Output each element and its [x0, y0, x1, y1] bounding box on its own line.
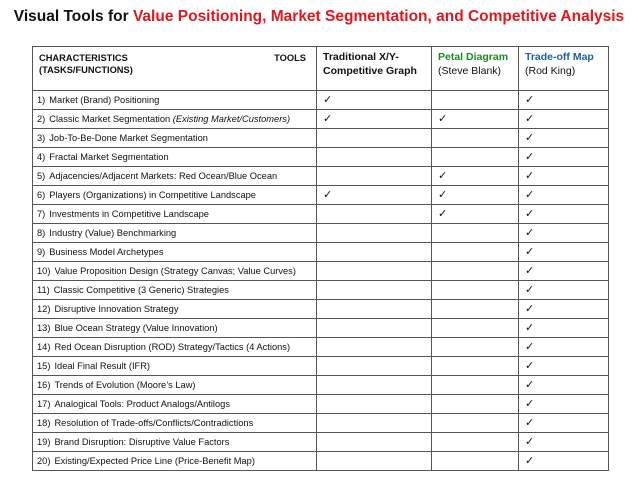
- characteristic-label: Market (Brand) Positioning: [49, 95, 160, 105]
- trade-off-map-cell: [519, 129, 609, 148]
- characteristic-label: Fractal Market Segmentation: [49, 152, 169, 162]
- table-row: [33, 148, 609, 167]
- petal-diagram-cell: [432, 281, 519, 300]
- table-row: [33, 300, 609, 319]
- petal-diagram-cell: [432, 376, 519, 395]
- petal-diagram-header: [432, 47, 519, 91]
- row-number: 18): [37, 418, 51, 428]
- petal-diagram-cell: [432, 319, 519, 338]
- row-number: 20): [37, 456, 51, 466]
- trade-off-map-cell: [519, 395, 609, 414]
- characteristic-cell: [33, 262, 317, 281]
- trade-off-map-cell: [519, 452, 609, 471]
- characteristic-cell: [33, 243, 317, 262]
- characteristic-cell: [33, 167, 317, 186]
- checkmark-icon: ✓: [438, 189, 448, 201]
- characteristic-cell: [33, 433, 317, 452]
- tools-comparison-table: [32, 46, 609, 471]
- traditional-xy-cell: [317, 110, 432, 129]
- table-row: [33, 452, 609, 471]
- title-highlight: Value Positioning, Market Segmentation, and Competitive Analysis: [132, 8, 625, 25]
- checkmark-icon: ✓: [525, 94, 535, 106]
- characteristic-label: Trends of Evolution (Moore’s Law): [54, 380, 196, 390]
- petal-diagram-cell: [432, 414, 519, 433]
- traditional-xy-header: [317, 47, 432, 91]
- petal-diagram-cell: [432, 452, 519, 471]
- trade-off-map-title: Trade-off Map: [525, 51, 594, 63]
- traditional-xy-cell: [317, 376, 432, 395]
- petal-diagram-cell: [432, 243, 519, 262]
- tasks-functions-label: (TASKS/FUNCTIONS): [39, 65, 133, 75]
- table-row: [33, 110, 609, 129]
- petal-diagram-cell: [432, 357, 519, 376]
- checkmark-icon: ✓: [525, 227, 535, 239]
- row-number: 14): [37, 342, 51, 352]
- trade-off-map-cell: [519, 433, 609, 452]
- characteristics-header: [33, 47, 317, 91]
- traditional-xy-cell: [317, 319, 432, 338]
- traditional-xy-cell: [317, 91, 432, 110]
- characteristic-label: Job-To-Be-Done Market Segmentation: [49, 133, 208, 143]
- characteristics-label: CHARACTERISTICS: [39, 53, 128, 63]
- traditional-xy-cell: [317, 414, 432, 433]
- checkmark-icon: ✓: [525, 360, 535, 372]
- characteristic-cell: [33, 281, 317, 300]
- table-row: [33, 262, 609, 281]
- checkmark-icon: ✓: [525, 322, 535, 334]
- petal-diagram-cell: [432, 110, 519, 129]
- characteristic-label: Investments in Competitive Landscape: [49, 209, 209, 219]
- trade-off-map-cell: [519, 167, 609, 186]
- checkmark-icon: ✓: [525, 303, 535, 315]
- traditional-xy-cell: [317, 357, 432, 376]
- table-row: [33, 395, 609, 414]
- trade-off-map-author: (Rod King): [525, 65, 576, 77]
- checkmark-icon: ✓: [525, 189, 535, 201]
- characteristic-cell: [33, 224, 317, 243]
- characteristic-label: Adjacencies/Adjacent Markets: Red Ocean/Blue Ocean: [49, 171, 278, 181]
- table-row: [33, 186, 609, 205]
- characteristic-cell: [33, 319, 317, 338]
- trade-off-map-cell: [519, 357, 609, 376]
- trade-off-map-cell: [519, 243, 609, 262]
- row-number: 12): [37, 304, 51, 314]
- petal-diagram-author: (Steve Blank): [438, 65, 502, 77]
- row-number: 6): [37, 190, 46, 200]
- table-row: [33, 129, 609, 148]
- table-row: [33, 91, 609, 110]
- trade-off-map-cell: [519, 148, 609, 167]
- row-number: 19): [37, 437, 51, 447]
- characteristic-label: Blue Ocean Strategy (Value Innovation): [54, 323, 218, 333]
- traditional-xy-cell: [317, 205, 432, 224]
- characteristic-label: Brand Disruption: Disruptive Value Factors: [54, 437, 230, 447]
- row-number: 1): [37, 95, 46, 105]
- characteristic-label: Existing/Expected Price Line (Price-Benefit Map): [54, 456, 255, 466]
- petal-diagram-cell: [432, 433, 519, 452]
- characteristic-label: Red Ocean Disruption (ROD) Strategy/Tactics (4 Actions): [54, 342, 291, 352]
- table-row: [33, 243, 609, 262]
- trade-off-map-cell: [519, 338, 609, 357]
- characteristic-label: Resolution of Trade-offs/Conflicts/Contradictions: [54, 418, 254, 428]
- characteristic-label: Disruptive Innovation Strategy: [54, 304, 179, 314]
- characteristic-label: Classic Competitive (3 Generic) Strategies: [53, 285, 229, 295]
- trade-off-map-cell: [519, 262, 609, 281]
- petal-diagram-cell: [432, 395, 519, 414]
- characteristic-label: Analogical Tools: Product Analogs/Antilogs: [54, 399, 230, 409]
- tools-label: TOOLS: [274, 53, 306, 63]
- checkmark-icon: ✓: [438, 208, 448, 220]
- characteristic-cell: [33, 205, 317, 224]
- table-row: [33, 224, 609, 243]
- table-row: [33, 414, 609, 433]
- table-row: [33, 357, 609, 376]
- characteristic-cell: [33, 338, 317, 357]
- traditional-xy-cell: [317, 452, 432, 471]
- traditional-xy-cell: [317, 433, 432, 452]
- row-number: 2): [37, 114, 46, 124]
- petal-diagram-title: Petal Diagram: [438, 51, 509, 63]
- characteristic-cell: [33, 148, 317, 167]
- characteristic-label: Industry (Value) Benchmarking: [49, 228, 177, 238]
- row-number: 8): [37, 228, 46, 238]
- characteristic-note: (Existing Market/Customers): [172, 114, 291, 124]
- table-row: [33, 205, 609, 224]
- row-number: 5): [37, 171, 46, 181]
- header-row: [33, 47, 609, 91]
- row-number: 4): [37, 152, 46, 162]
- checkmark-icon: ✓: [438, 113, 448, 125]
- trade-off-map-cell: [519, 224, 609, 243]
- petal-diagram-cell: [432, 186, 519, 205]
- checkmark-icon: ✓: [525, 132, 535, 144]
- table-row: [33, 281, 609, 300]
- trade-off-map-cell: [519, 319, 609, 338]
- checkmark-icon: ✓: [525, 398, 535, 410]
- checkmark-icon: ✓: [525, 246, 535, 258]
- traditional-xy-cell: [317, 262, 432, 281]
- table-row: [33, 319, 609, 338]
- characteristic-cell: [33, 186, 317, 205]
- characteristic-label: Ideal Final Result (IFR): [54, 361, 151, 371]
- traditional-xy-cell: [317, 224, 432, 243]
- checkmark-icon: ✓: [525, 379, 535, 391]
- traditional-xy-title: Traditional X/Y-: [323, 51, 399, 63]
- petal-diagram-cell: [432, 167, 519, 186]
- characteristic-cell: [33, 110, 317, 129]
- checkmark-icon: ✓: [525, 341, 535, 353]
- checkmark-icon: ✓: [525, 265, 535, 277]
- trade-off-map-cell: [519, 376, 609, 395]
- traditional-xy-cell: [317, 167, 432, 186]
- checkmark-icon: ✓: [438, 170, 448, 182]
- trade-off-map-cell: [519, 281, 609, 300]
- row-number: 15): [37, 361, 51, 371]
- traditional-xy-cell: [317, 186, 432, 205]
- checkmark-icon: ✓: [323, 94, 333, 106]
- row-number: 10): [37, 266, 51, 276]
- traditional-xy-cell: [317, 281, 432, 300]
- trade-off-map-header: [519, 47, 609, 91]
- characteristic-label: Value Proposition Design (Strategy Canvas; Value Curves): [54, 266, 296, 276]
- petal-diagram-cell: [432, 224, 519, 243]
- checkmark-icon: ✓: [525, 151, 535, 163]
- characteristic-cell: [33, 452, 317, 471]
- characteristic-cell: [33, 129, 317, 148]
- petal-diagram-cell: [432, 91, 519, 110]
- trade-off-map-cell: [519, 205, 609, 224]
- trade-off-map-cell: [519, 300, 609, 319]
- title-prefix: Visual Tools for: [13, 8, 133, 25]
- traditional-xy-cell: [317, 395, 432, 414]
- petal-diagram-cell: [432, 129, 519, 148]
- characteristic-cell: [33, 300, 317, 319]
- traditional-xy-subtitle: Competitive Graph: [323, 65, 417, 77]
- row-number: 11): [37, 285, 50, 295]
- characteristic-label: Business Model Archetypes: [49, 247, 164, 257]
- row-number: 9): [37, 247, 46, 257]
- table-row: [33, 338, 609, 357]
- traditional-xy-cell: [317, 300, 432, 319]
- checkmark-icon: ✓: [525, 170, 535, 182]
- checkmark-icon: ✓: [525, 113, 535, 125]
- traditional-xy-cell: [317, 243, 432, 262]
- characteristic-cell: [33, 91, 317, 110]
- traditional-xy-cell: [317, 129, 432, 148]
- petal-diagram-cell: [432, 338, 519, 357]
- petal-diagram-cell: [432, 205, 519, 224]
- trade-off-map-cell: [519, 186, 609, 205]
- petal-diagram-cell: [432, 262, 519, 281]
- checkmark-icon: ✓: [525, 455, 535, 467]
- row-number: 13): [37, 323, 51, 333]
- row-number: 7): [37, 209, 46, 219]
- row-number: 3): [37, 133, 46, 143]
- checkmark-icon: ✓: [525, 417, 535, 429]
- trade-off-map-cell: [519, 414, 609, 433]
- checkmark-icon: ✓: [525, 208, 535, 220]
- characteristic-label: Classic Market Segmentation: [49, 114, 173, 124]
- characteristic-cell: [33, 414, 317, 433]
- table-row: [33, 167, 609, 186]
- traditional-xy-cell: [317, 148, 432, 167]
- trade-off-map-cell: [519, 110, 609, 129]
- table-row: [33, 376, 609, 395]
- row-number: 17): [37, 399, 51, 409]
- row-number: 16): [37, 380, 51, 390]
- characteristic-cell: [33, 376, 317, 395]
- petal-diagram-cell: [432, 148, 519, 167]
- page-title: [0, 6, 638, 28]
- checkmark-icon: ✓: [323, 113, 333, 125]
- checkmark-icon: ✓: [525, 436, 535, 448]
- checkmark-icon: ✓: [525, 284, 535, 296]
- characteristic-label: Players (Organizations) in Competitive Landscape: [49, 190, 256, 200]
- characteristic-cell: [33, 395, 317, 414]
- table-row: [33, 433, 609, 452]
- checkmark-icon: ✓: [323, 189, 333, 201]
- traditional-xy-cell: [317, 338, 432, 357]
- trade-off-map-cell: [519, 91, 609, 110]
- characteristic-cell: [33, 357, 317, 376]
- petal-diagram-cell: [432, 300, 519, 319]
